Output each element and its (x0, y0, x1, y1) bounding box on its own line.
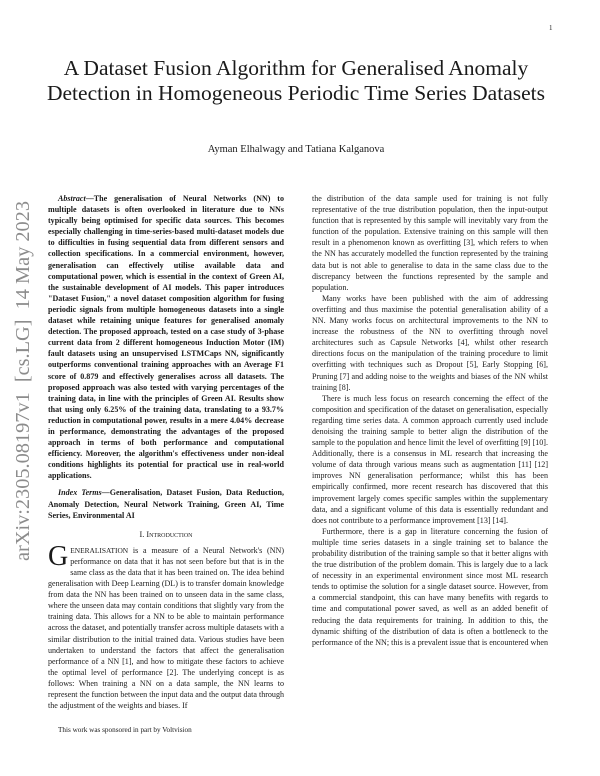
page-number: 1 (549, 24, 553, 32)
right-column (312, 193, 548, 648)
body-paragraph: the distribution of the data sample used for training is not fully representative of the true distribution population, then the input-output function that is represented by this sample will inevitably vary from the function of the population. Extensive training on this sample will then result in a phenomenon known as overfitting [3], which refers to when the NN has accurately modelled the function represented by the training data but is not able to generalise to data in the same class due to the discrepancy between the functions represented by the sample and population. (312, 194, 548, 292)
intro-lead-word: ENERALISATION (70, 545, 129, 555)
abstract: Abstract—The generalisation of Neural Networks (NN) to multiple datasets is often overlooked in literature due to NNs typically being optimised for specific data sources. This becomes especially challenging in time-series-based multi-dataset models due to difficulties in fusing sequential data from different sensors and collection specifications. In a commercial environment, however, generalisation can effectively utilise available data and computational power, which is essential in the context of Green AI, the sustainable development of AI models. This paper introduces "Dataset Fusion," a novel dataset composition algorithm for fusing periodic signals from multiple homogeneous datasets into a single dataset while retaining unique features for generalised anomaly detection. The proposed approach, tested on a case study of 3-phase current data from 2 different homogeneous Induction Motor (IM) fault datasets using an unsupervised LSTMCaps NN, significantly outperforms conventional training approaches with an Average F1 score of 0.879 and effectively generalises across all datasets. The proposed approach was also tested with varying percentages of the training data, in line with the principles of Green AI. Results show that using only 6.25% of the training data, translating to a 93.7% reduction in computational power, results in a mere 4.04% decrease in performance, demonstrating the advantages of the proposed approach in terms of both performance and computational efficiency. Moreover, the algorithm's effectiveness under non-ideal conditions highlights its potential for practical use in real-world applications. (48, 194, 284, 481)
index-terms-text: Generalisation, Dataset Fusion, Data Reduction, Anomaly Detection, Neural Network Training, Green AI, Time Series, Environmental AI (48, 488, 284, 520)
intro-text: is a measure of a Neural Network's (NN) performance on data that it has not seen before but that is in the same class as the data that it has been trained on. The idea behind generalisation with Deep Learning (DL) is to transfer domain knowledge from data the NN has been trained on to unseen data in the same class, where the unseen data may contain conditions that slightly vary from the training data. This allows for a NN to be able to maintain performance across the dataset, and potentially transfer across multiple datasets with a similar distribution to the initial trained data. Various studies have been undertaken to understand the factors that affect the generalisation performance of a NN [1], and how to mitigate these factors to achieve the optimal level of performance [2]. The underlying concept is as follows: When training a NN on a data sample, the NN learns to represent the function between the input data and the output data through the adjustment of the weights and biases. If (48, 545, 284, 711)
drop-cap: G (48, 540, 69, 572)
abstract-label: Abstract (58, 194, 86, 203)
abstract-text: The generalisation of Neural Networks (NN) to multiple datasets is often overlooked in literature due to NNs typically being optimised for specific data sources. This becomes especially challenging in time-series-based multi-dataset models due to difficulties in fusing sequential data from different sensors and collection specifications. In a commercial environment, however, generalisation can effectively utilise available data and computational power, which is essential in the context of Green AI, the sustainable development of AI models. This paper introduces "Dataset Fusion," a novel dataset composition algorithm for fusing periodic signals from multiple homogeneous datasets into a single dataset while retaining unique features for generalised anomaly detection. The proposed approach, tested on a case study of 3-phase current data from 2 different homogeneous Induction Motor (IM) fault datasets using an unsupervised LSTMCaps NN, significantly outperforms conventional training approaches with an Average F1 score of 0.879 and effectively generalises across all datasets. The proposed approach was also tested with varying percentages of the training data, in line with the principles of Green AI. Results show that using only 6.25% of the training data, translating to a 93.7% reduction in computational power, results in a mere 4.04% decrease in performance, demonstrating the advantages of the proposed approach in terms of both performance and computational efficiency. Moreover, the algorithm's effectiveness under non-ideal conditions highlights its potential for practical use in real-world applications. (48, 194, 284, 481)
body-paragraph: Furthermore, there is a gap in literature concerning the fusion of multiple time series datasets in a single training set to balance the probability distribution of the training sample so that it better aligns with the true distribution of the problem domain. This is largely due to a lack of necessity in an experimental environment since most ML research tends to optimise the solution for a single dataset source. However, from a commercial standpoint, this can have many benefits with regards to time and computational power saved, as well as an added benefit of reducing the data requirements for training. In addition to this, the dynamic shifting of the distribution of data is often a bottleneck to the performance of the NN; this is a prevalent issue that is encountered when (312, 526, 548, 647)
index-terms-label: Index Terms (58, 488, 102, 498)
arxiv-identifier (10, 200, 38, 562)
body-paragraph: Many works have been published with the aim of addressing overfitting and thus maximise the potential generalisation ability of a NN. Many works focus on architectural improvements to the NN to increase the robustness of the NN to overfitting through novel architectures such as Capsule Networks [4], whilst other research directions focus on the manipulation of the training procedure to limit overfitting with techniques such as Dropout [5], Early Stopping [6], Pruning [7] and adding noise to the weights and biases of the NN whilst training [8]. (312, 293, 548, 392)
footnote: This work was sponsored in part by Voltvision (58, 726, 192, 734)
paper-title: A Dataset Fusion Algorithm for Generalised Anomaly Detection in Homogeneous Periodic Time Series Datasets (46, 56, 545, 105)
arxiv-identifier-text: arXiv:2305.08197v1 [cs.LG] 14 May 2023 (13, 215, 34, 561)
paper-authors: Ayman Elhalwagy and Tatiana Kalganova (207, 144, 385, 155)
intro-paragraph (48, 540, 284, 711)
index-terms: Index Terms—Generalisation, Dataset Fusion, Data Reduction, Anomaly Detection, Neural Network Training, Green AI, Time Series, Environmental AI (48, 488, 284, 520)
left-column (48, 193, 284, 711)
section-heading: I. Introduction (139, 529, 193, 539)
body-paragraph: There is much less focus on research concerning the effect of the composition and specification of the dataset on generalisation, especially regarding time series data. A common approach currently used include denoising the training sample to better align the distribution of the sample to the population and hence limit the level of overfitting [9] [10]. Additionally, there is a consensus in ML research that increasing the volume of data through various means such as augmentation [11] [12] improves NN generalisation performance; whilst this has been empirically confirmed, more recent research has discovered that this improvement largely comes specific samples within the supplementary data, and a significant volume of this data is essentially redundant and does not contribute to a performance improvement [13] [14]. (312, 393, 548, 525)
